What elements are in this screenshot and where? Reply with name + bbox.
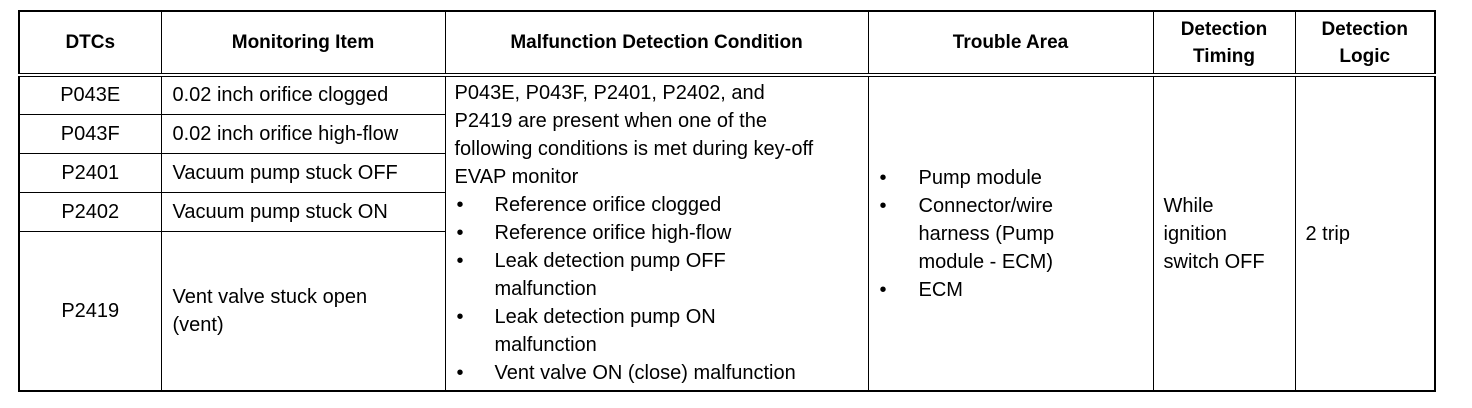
trouble-area-cell [868, 75, 1153, 391]
condition-intro-line: following conditions is met during key-off [454, 138, 814, 160]
list-item [880, 192, 1153, 276]
condition-intro-line: P2419 are present when one of the [454, 110, 767, 132]
list-item [455, 219, 862, 247]
bullet-icon: • [879, 278, 887, 301]
monitoring-item-cell: 0.02 inch orifice high-flow [161, 114, 445, 153]
bullet-icon: • [456, 306, 464, 328]
dtc-cell: P2419 [19, 231, 161, 391]
list-item-text: malfunction [494, 334, 597, 356]
list-item-text: malfunction [494, 278, 597, 300]
header-malfunction-condition: Malfunction Detection Condition [445, 11, 868, 75]
header-row [19, 11, 1435, 75]
condition-bullet-list [455, 191, 862, 387]
condition-intro [455, 79, 862, 191]
list-item-text: Connector/wire [918, 194, 1054, 217]
header-detection-timing-line2: Timing [1193, 45, 1255, 67]
table-row [19, 75, 1435, 114]
list-item-text: Reference orifice clogged [494, 194, 722, 216]
monitoring-item-line: Vent valve stuck open [172, 285, 368, 308]
dtc-table [18, 10, 1436, 392]
dtc-cell: P043E [19, 75, 161, 114]
list-item [455, 359, 862, 387]
list-item [880, 276, 1153, 304]
list-item-text: ECM [918, 278, 963, 301]
bullet-icon: • [456, 194, 464, 216]
dtc-cell: P2401 [19, 153, 161, 192]
list-item-text: Leak detection pump OFF [494, 250, 726, 272]
dtc-cell: P2402 [19, 192, 161, 231]
header-detection-timing [1153, 11, 1295, 75]
list-item-text: Reference orifice high-flow [494, 222, 732, 244]
monitoring-item-cell: Vacuum pump stuck ON [161, 192, 445, 231]
list-item [455, 247, 862, 303]
monitoring-item-cell: 0.02 inch orifice clogged [161, 75, 445, 114]
monitoring-item-cell: Vacuum pump stuck OFF [161, 153, 445, 192]
bullet-icon: • [456, 362, 464, 384]
bullet-icon: • [456, 222, 464, 244]
header-detection-timing-line1: Detection [1180, 18, 1268, 40]
bullet-icon: • [456, 250, 464, 272]
list-item-text: Pump module [918, 166, 1042, 189]
detection-timing-line: While [1163, 194, 1214, 217]
malfunction-condition-cell [445, 75, 868, 391]
header-dtcs: DTCs [19, 11, 161, 75]
header-detection-logic-line2: Logic [1339, 45, 1391, 67]
detection-timing-cell [1153, 75, 1295, 391]
header-detection-logic [1295, 11, 1435, 75]
list-item-text: Vent valve ON (close) malfunction [494, 362, 796, 384]
condition-intro-line: P043E, P043F, P2401, P2402, and [454, 82, 765, 104]
list-item [455, 191, 862, 219]
detection-logic-cell: 2 trip [1295, 75, 1435, 391]
detection-timing-line: switch OFF [1163, 250, 1265, 273]
list-item-text: harness (Pump [918, 222, 1055, 245]
dtc-cell: P043F [19, 114, 161, 153]
list-item-text: module - ECM) [918, 250, 1053, 273]
header-trouble-area: Trouble Area [868, 11, 1153, 75]
bullet-icon: • [879, 194, 887, 217]
condition-intro-line: EVAP monitor [454, 166, 579, 188]
list-item [455, 303, 862, 359]
trouble-area-list [880, 164, 1153, 304]
monitoring-item-line: (vent) [172, 313, 224, 336]
list-item-text: Leak detection pump ON [494, 306, 716, 328]
list-item [880, 164, 1153, 192]
monitoring-item-cell [161, 231, 445, 391]
header-monitoring-item: Monitoring Item [161, 11, 445, 75]
detection-timing-line: ignition [1163, 222, 1227, 245]
bullet-icon: • [879, 166, 887, 189]
header-detection-logic-line1: Detection [1321, 18, 1409, 40]
